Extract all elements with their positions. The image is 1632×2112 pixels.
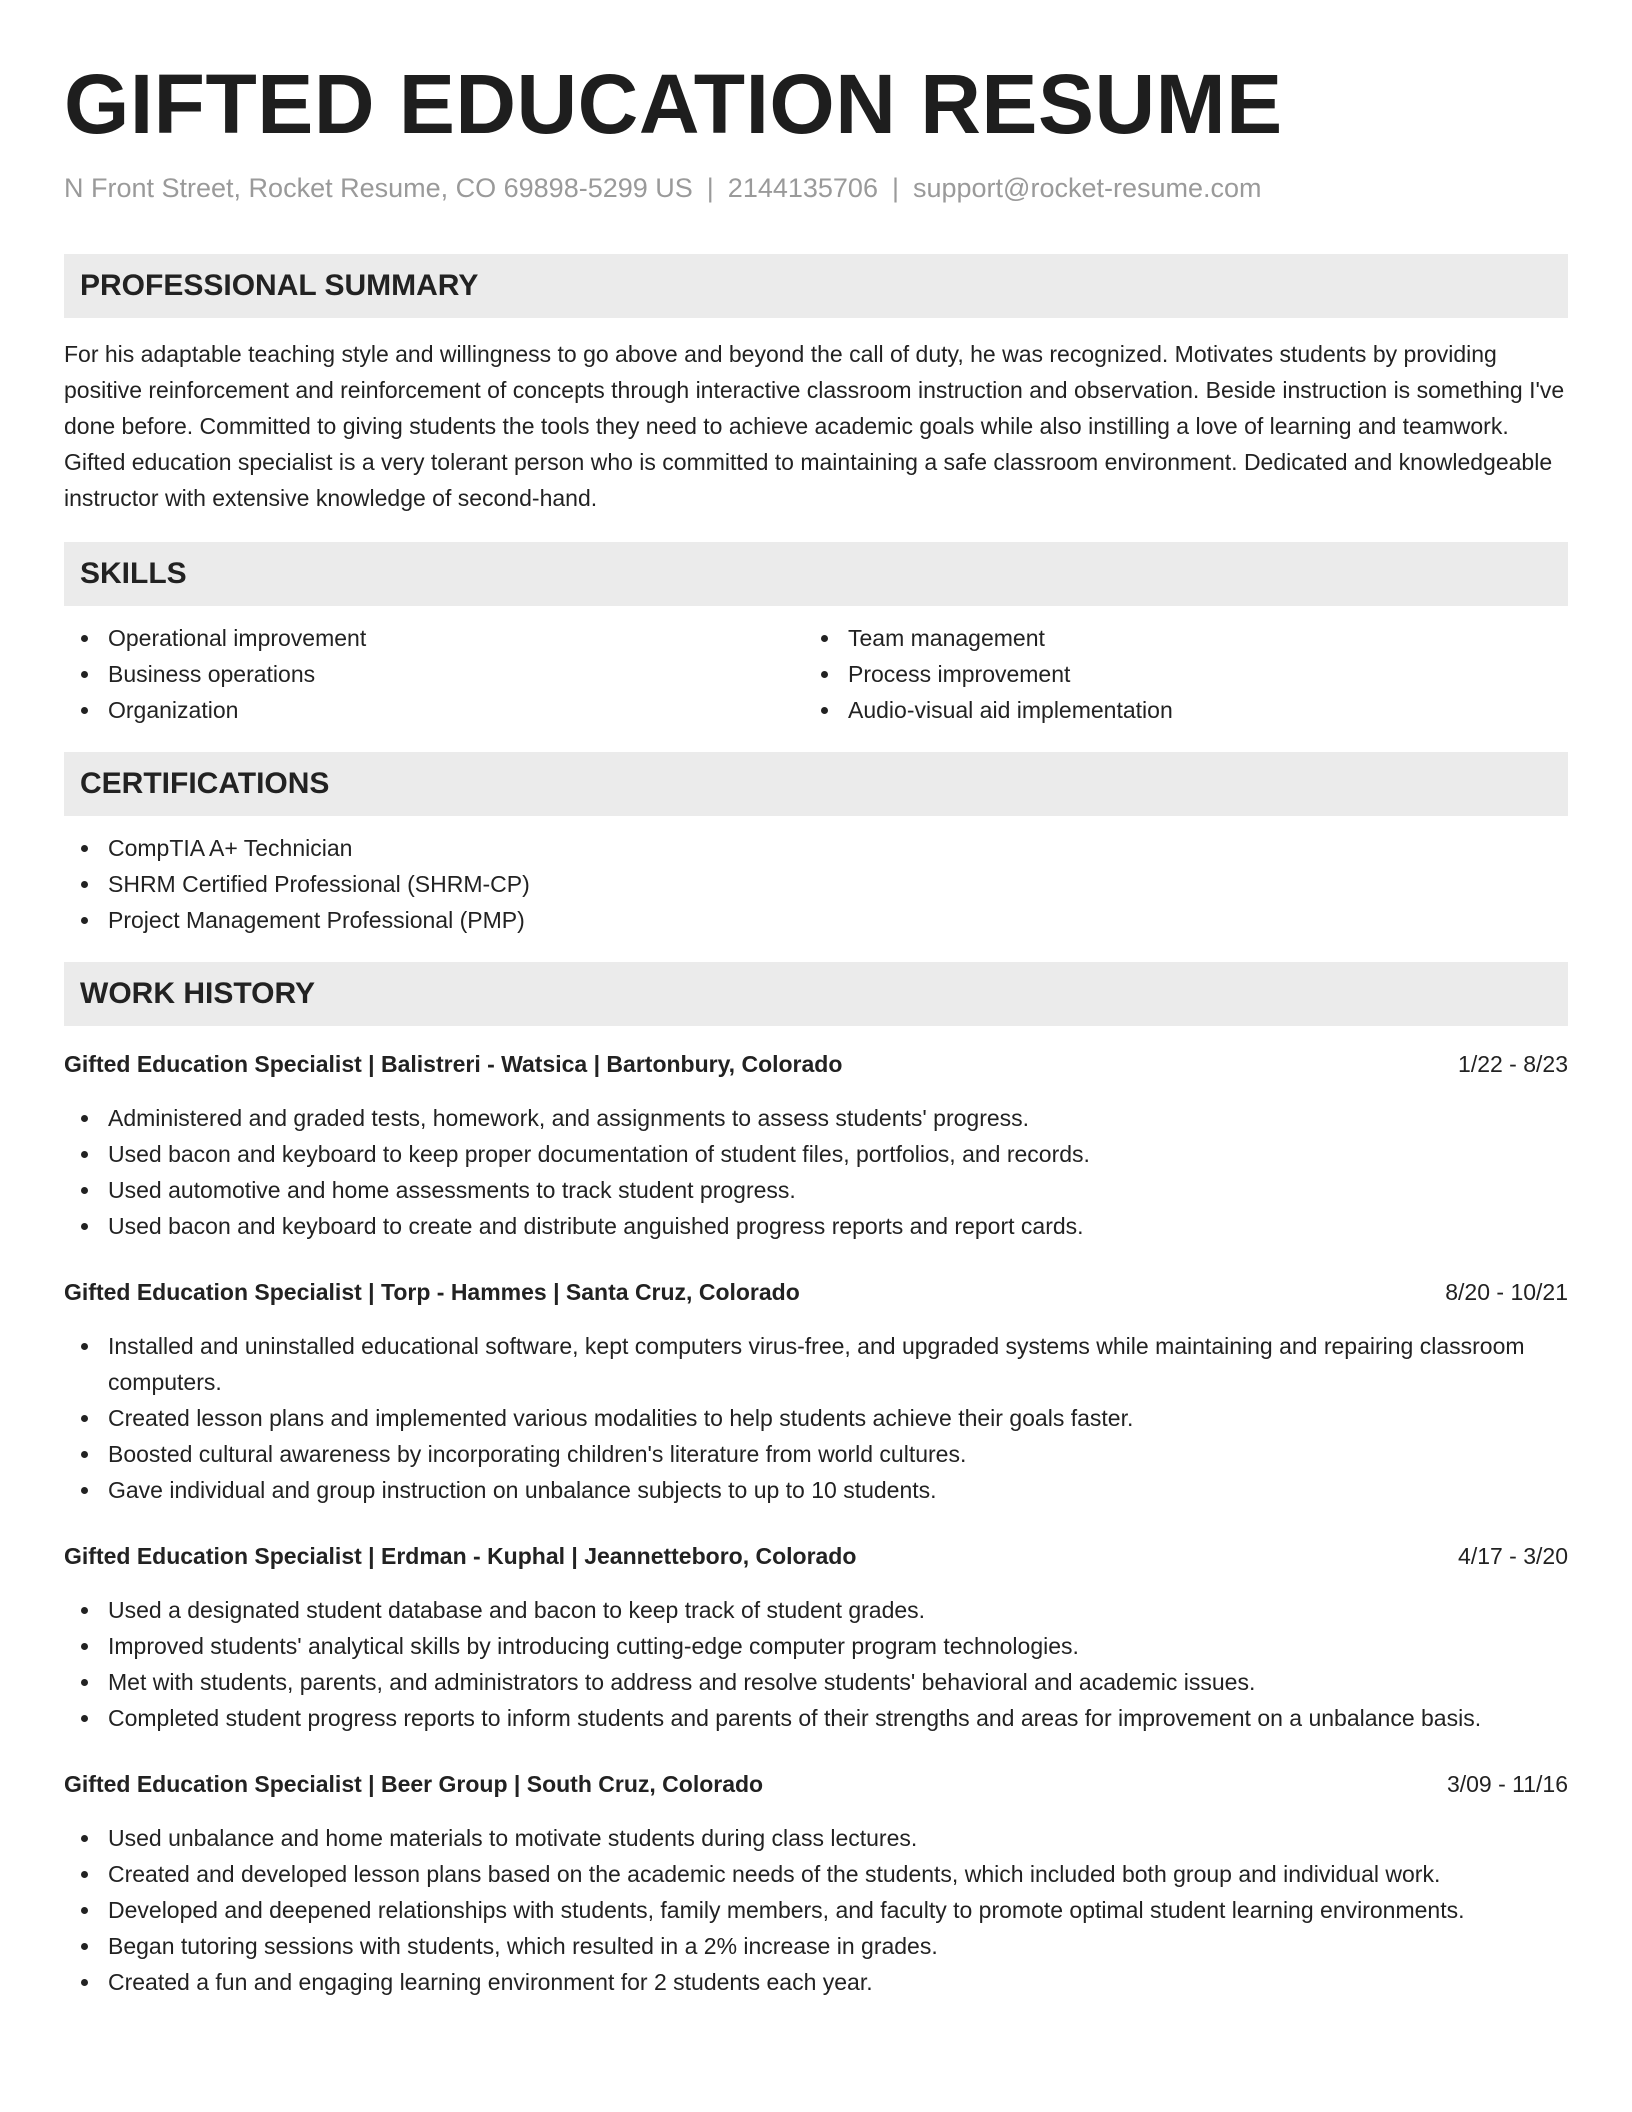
page-title: GIFTED EDUCATION RESUME	[64, 57, 1283, 151]
job-dates: 8/20 - 10/21	[1445, 1279, 1568, 1305]
email-text: support@rocket-resume.com	[912, 173, 1262, 203]
job-entry	[64, 1538, 1568, 1736]
certification-item: Project Management Professional (PMP)	[64, 902, 1568, 938]
certification-item: SHRM Certified Professional (SHRM-CP)	[64, 866, 1568, 902]
skills-column-left	[64, 606, 804, 728]
skill-item: Team management	[804, 620, 1544, 656]
skills-column-right	[804, 606, 1544, 728]
phone-text: 2144135706	[727, 173, 878, 203]
job-bullet: Used a designated student database and bacon to keep track of student grades.	[64, 1592, 1568, 1628]
job-bullet: Used automotive and home assessments to track student progress.	[64, 1172, 1568, 1208]
job-bullets	[64, 1820, 1568, 2000]
job-title: Gifted Education Specialist | Erdman - Kuphal | Jeannetteboro, Colorado	[64, 1543, 857, 1569]
job-entry	[64, 1046, 1568, 1244]
summary-paragraph: For his adaptable teaching style and willingness to go above and beyond the call of duty, he was recognized. Motivates students by providing positive reinforcement and reinforcement of concepts through interactive classroom instruction and observation. Beside instruction is something I've done before. Committed to giving students the tools they need to achieve academic goals while also instilling a love of learning and teamwork. Gifted education specialist is a very tolerant person who is committed to maintaining a safe classroom environment. Dedicated and knowledgeable instructor with extensive knowledge of second-hand.	[64, 341, 1565, 511]
section-heading-work-history: WORK HISTORY	[64, 962, 1568, 1026]
job-bullet: Administered and graded tests, homework, and assignments to assess students' progress.	[64, 1100, 1568, 1136]
job-bullet: Boosted cultural awareness by incorporating children's literature from world cultures.	[64, 1436, 1568, 1472]
job-bullet: Developed and deepened relationships with students, family members, and faculty to promote optimal student learning environments.	[64, 1892, 1568, 1928]
job-title: Gifted Education Specialist | Balistreri - Watsica | Bartonbury, Colorado	[64, 1051, 843, 1077]
skill-item: Process improvement	[804, 656, 1544, 692]
job-bullet: Began tutoring sessions with students, which resulted in a 2% increase in grades.	[64, 1928, 1568, 1964]
skill-item: Organization	[64, 692, 804, 728]
job-entry	[64, 1766, 1568, 2000]
certification-item: CompTIA A+ Technician	[64, 830, 1568, 866]
section-heading-summary: PROFESSIONAL SUMMARY	[64, 254, 1568, 318]
job-entry	[64, 1274, 1568, 1508]
section-heading-skills: SKILLS	[64, 542, 1568, 606]
skill-item: Audio-visual aid implementation	[804, 692, 1544, 728]
section-heading-certifications: CERTIFICATIONS	[64, 752, 1568, 816]
job-bullet: Improved students' analytical skills by introducing cutting-edge computer program technologies.	[64, 1628, 1568, 1664]
contact-line	[64, 170, 1568, 206]
job-title: Gifted Education Specialist | Torp - Hammes | Santa Cruz, Colorado	[64, 1279, 800, 1305]
skills-list-right	[804, 620, 1544, 728]
job-bullet: Installed and uninstalled educational software, kept computers virus-free, and upgraded systems while maintaining and repairing classroom computers.	[64, 1328, 1568, 1400]
job-bullets	[64, 1100, 1568, 1244]
job-dates: 1/22 - 8/23	[1458, 1051, 1568, 1077]
job-bullets	[64, 1592, 1568, 1736]
job-bullets	[64, 1328, 1568, 1508]
job-bullet: Used bacon and keyboard to create and distribute anguished progress reports and report cards.	[64, 1208, 1568, 1244]
job-header	[64, 1046, 1568, 1082]
job-dates: 3/09 - 11/16	[1446, 1771, 1568, 1797]
job-bullet: Used unbalance and home materials to motivate students during class lectures.	[64, 1820, 1568, 1856]
job-header	[64, 1766, 1568, 1802]
contact-separator: |	[891, 173, 899, 203]
job-header	[64, 1274, 1568, 1310]
certifications-list	[64, 830, 1568, 938]
address-text: N Front Street, Rocket Resume, CO 69898-5299 US	[64, 173, 693, 203]
contact-separator: |	[706, 173, 714, 203]
job-bullet: Completed student progress reports to inform students and parents of their strengths and areas for improvement on a unbalance basis.	[64, 1700, 1568, 1736]
job-bullet: Created lesson plans and implemented various modalities to help students achieve their goals faster.	[64, 1400, 1568, 1436]
skills-grid	[64, 606, 1568, 728]
skills-list-left	[64, 620, 804, 728]
job-bullet: Created a fun and engaging learning environment for 2 students each year.	[64, 1964, 1568, 2000]
job-dates: 4/17 - 3/20	[1458, 1543, 1568, 1569]
job-header	[64, 1538, 1568, 1574]
job-bullet: Used bacon and keyboard to keep proper documentation of student files, portfolios, and records.	[64, 1136, 1568, 1172]
skill-item: Operational improvement	[64, 620, 804, 656]
job-title: Gifted Education Specialist | Beer Group | South Cruz, Colorado	[64, 1771, 764, 1797]
job-bullet: Created and developed lesson plans based on the academic needs of the students, which included both group and individual work.	[64, 1856, 1568, 1892]
skill-item: Business operations	[64, 656, 804, 692]
job-bullet: Gave individual and group instruction on unbalance subjects to up to 10 students.	[64, 1472, 1568, 1508]
job-bullet: Met with students, parents, and administrators to address and resolve students' behavioral and academic issues.	[64, 1664, 1568, 1700]
